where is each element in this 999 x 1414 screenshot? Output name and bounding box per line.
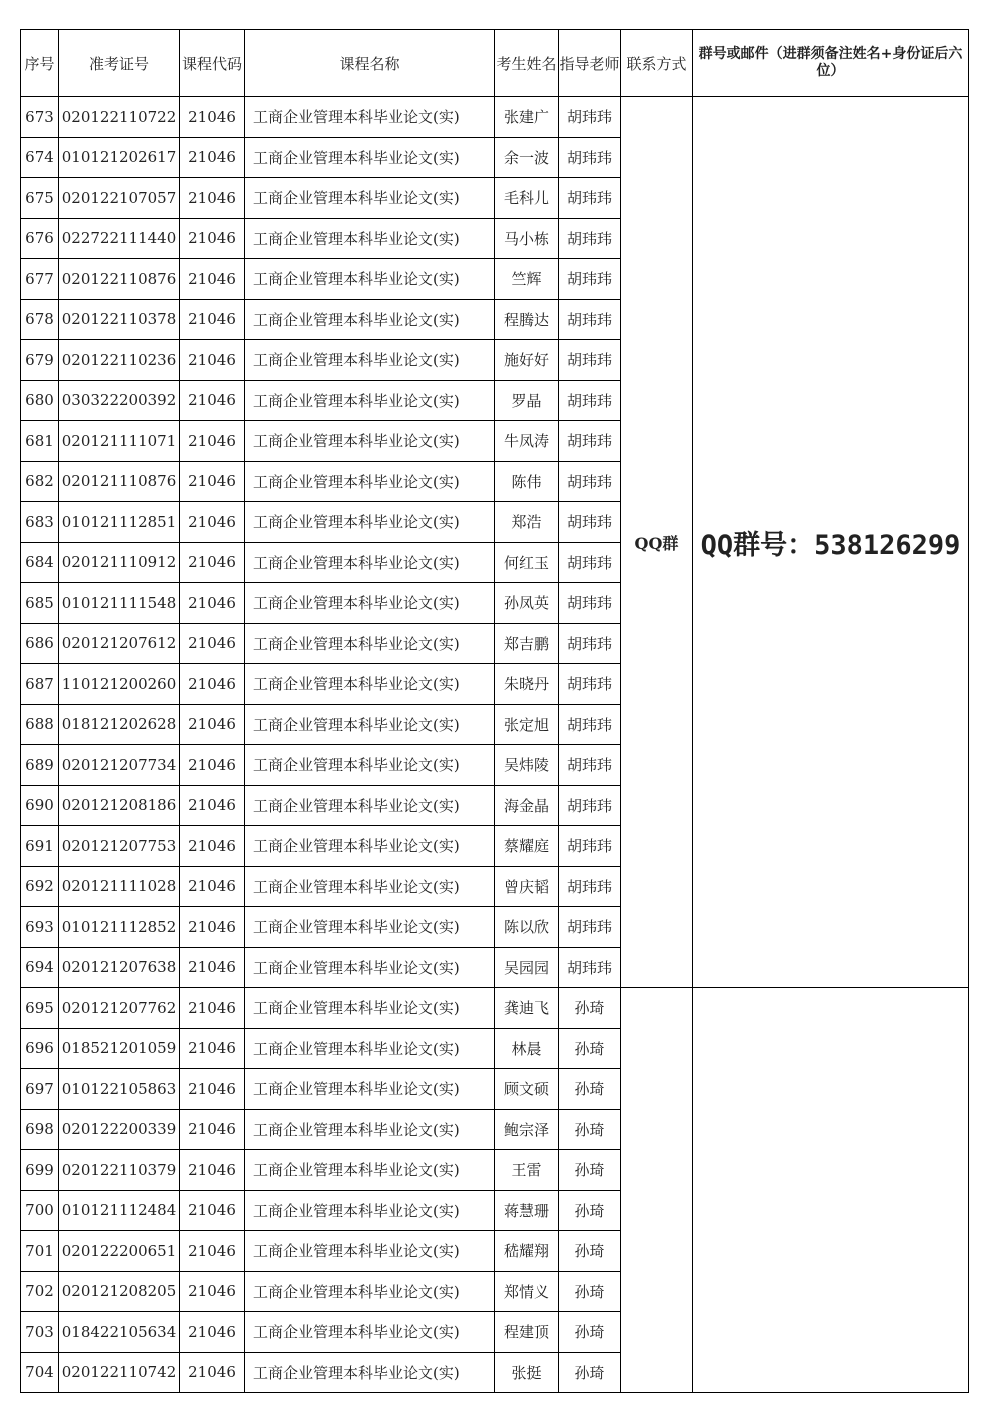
cell-student-name: 海金晶: [495, 785, 559, 826]
cell-exam-id: 010121202617: [59, 137, 180, 178]
cell-teacher: 胡玮玮: [559, 583, 621, 624]
cell-course-name: 工商企业管理本科毕业论文(实): [245, 218, 495, 259]
cell-course-code: 21046: [180, 947, 245, 988]
cell-course-code: 21046: [180, 178, 245, 219]
cell-course-name: 工商企业管理本科毕业论文(实): [245, 1312, 495, 1353]
cell-course-code: 21046: [180, 421, 245, 462]
cell-course-code: 21046: [180, 826, 245, 867]
cell-course-name: 工商企业管理本科毕业论文(实): [245, 623, 495, 664]
cell-exam-id: 022722111440: [59, 218, 180, 259]
cell-course-name: 工商企业管理本科毕业论文(实): [245, 1190, 495, 1231]
cell-exam-id: 020122110378: [59, 299, 180, 340]
cell-course-code: 21046: [180, 583, 245, 624]
cell-student-name: 郑情义: [495, 1271, 559, 1312]
header-exam-id: 准考证号: [59, 30, 180, 97]
cell-course-name: 工商企业管理本科毕业论文(实): [245, 947, 495, 988]
cell-seq: 689: [21, 745, 59, 786]
table-row: [21, 988, 969, 1029]
cell-teacher: 胡玮玮: [559, 259, 621, 300]
cell-course-code: 21046: [180, 1069, 245, 1110]
cell-teacher: 孙琦: [559, 1271, 621, 1312]
cell-course-name: 工商企业管理本科毕业论文(实): [245, 826, 495, 867]
cell-qq-group-number: [693, 988, 969, 1393]
cell-exam-id: 020122110722: [59, 97, 180, 138]
cell-course-code: 21046: [180, 907, 245, 948]
header-course-code: 课程代码: [180, 30, 245, 97]
cell-student-name: 张挺: [495, 1352, 559, 1393]
cell-exam-id: 020121207762: [59, 988, 180, 1029]
cell-course-code: 21046: [180, 623, 245, 664]
cell-student-name: 程建顶: [495, 1312, 559, 1353]
cell-teacher: 胡玮玮: [559, 97, 621, 138]
cell-teacher: 胡玮玮: [559, 866, 621, 907]
cell-seq: 702: [21, 1271, 59, 1312]
cell-exam-id: 020121207612: [59, 623, 180, 664]
cell-course-name: 工商企业管理本科毕业论文(实): [245, 1231, 495, 1272]
cell-student-name: 王雷: [495, 1150, 559, 1191]
cell-course-name: 工商企业管理本科毕业论文(实): [245, 1109, 495, 1150]
cell-teacher: 胡玮玮: [559, 421, 621, 462]
cell-seq: 691: [21, 826, 59, 867]
cell-exam-id: 020121207753: [59, 826, 180, 867]
cell-exam-id: 020121207638: [59, 947, 180, 988]
cell-student-name: 曾庆韬: [495, 866, 559, 907]
cell-teacher: 孙琦: [559, 988, 621, 1029]
cell-seq: 676: [21, 218, 59, 259]
header-student-name: 考生姓名: [495, 30, 559, 97]
cell-course-name: 工商企业管理本科毕业论文(实): [245, 542, 495, 583]
cell-seq: 681: [21, 421, 59, 462]
cell-teacher: 胡玮玮: [559, 218, 621, 259]
cell-exam-id: 020121111071: [59, 421, 180, 462]
cell-student-name: 陈以欣: [495, 907, 559, 948]
header-contact: 联系方式: [621, 30, 693, 97]
cell-exam-id: 020121208205: [59, 1271, 180, 1312]
cell-course-code: 21046: [180, 137, 245, 178]
cell-course-code: 21046: [180, 1352, 245, 1393]
cell-course-name: 工商企业管理本科毕业论文(实): [245, 1271, 495, 1312]
cell-student-name: 嵇耀翔: [495, 1231, 559, 1272]
cell-student-name: 张定旭: [495, 704, 559, 745]
header-row: [21, 30, 969, 97]
cell-course-name: 工商企业管理本科毕业论文(实): [245, 259, 495, 300]
cell-exam-id: 018521201059: [59, 1028, 180, 1069]
cell-student-name: 蔡耀庭: [495, 826, 559, 867]
header-seq: 序号: [21, 30, 59, 97]
cell-seq: 687: [21, 664, 59, 705]
cell-course-name: 工商企业管理本科毕业论文(实): [245, 340, 495, 381]
cell-course-name: 工商企业管理本科毕业论文(实): [245, 1150, 495, 1191]
cell-seq: 696: [21, 1028, 59, 1069]
cell-course-code: 21046: [180, 1190, 245, 1231]
cell-student-name: 蒋慧珊: [495, 1190, 559, 1231]
cell-course-name: 工商企业管理本科毕业论文(实): [245, 137, 495, 178]
cell-course-code: 21046: [180, 1271, 245, 1312]
cell-course-code: 21046: [180, 988, 245, 1029]
cell-exam-id: 020122110379: [59, 1150, 180, 1191]
cell-teacher: 胡玮玮: [559, 623, 621, 664]
cell-seq: 693: [21, 907, 59, 948]
cell-teacher: 胡玮玮: [559, 907, 621, 948]
cell-teacher: 孙琦: [559, 1231, 621, 1272]
cell-course-code: 21046: [180, 542, 245, 583]
cell-course-code: 21046: [180, 1231, 245, 1272]
cell-student-name: 陈伟: [495, 461, 559, 502]
cell-exam-id: 018422105634: [59, 1312, 180, 1353]
cell-course-code: 21046: [180, 664, 245, 705]
cell-teacher: 孙琦: [559, 1312, 621, 1353]
cell-exam-id: 010121112852: [59, 907, 180, 948]
cell-student-name: 牛凤涛: [495, 421, 559, 462]
cell-student-name: 吴炜陵: [495, 745, 559, 786]
cell-course-code: 21046: [180, 1312, 245, 1353]
cell-exam-id: 020122200651: [59, 1231, 180, 1272]
cell-course-name: 工商企业管理本科毕业论文(实): [245, 664, 495, 705]
cell-seq: 682: [21, 461, 59, 502]
cell-qq-group-number: QQ群号：538126299: [693, 97, 969, 988]
cell-student-name: 鲍宗泽: [495, 1109, 559, 1150]
cell-seq: 686: [21, 623, 59, 664]
cell-course-name: 工商企业管理本科毕业论文(实): [245, 1352, 495, 1393]
cell-student-name: 何红玉: [495, 542, 559, 583]
cell-seq: 695: [21, 988, 59, 1029]
cell-exam-id: 110121200260: [59, 664, 180, 705]
cell-teacher: 胡玮玮: [559, 380, 621, 421]
cell-teacher: 胡玮玮: [559, 745, 621, 786]
header-group: 群号或邮件（进群须备注姓名+身份证后六位）: [693, 30, 969, 97]
cell-teacher: 胡玮玮: [559, 785, 621, 826]
cell-student-name: 余一波: [495, 137, 559, 178]
cell-teacher: 孙琦: [559, 1109, 621, 1150]
cell-teacher: 孙琦: [559, 1069, 621, 1110]
cell-exam-id: 010121112851: [59, 502, 180, 543]
cell-student-name: 马小栋: [495, 218, 559, 259]
cell-course-code: 21046: [180, 259, 245, 300]
cell-student-name: 顾文硕: [495, 1069, 559, 1110]
cell-student-name: 毛科儿: [495, 178, 559, 219]
cell-seq: 675: [21, 178, 59, 219]
student-roster-table: [20, 29, 969, 1393]
cell-course-code: 21046: [180, 745, 245, 786]
cell-student-name: 郑浩: [495, 502, 559, 543]
cell-course-code: 21046: [180, 704, 245, 745]
cell-course-code: 21046: [180, 502, 245, 543]
cell-exam-id: 020122110876: [59, 259, 180, 300]
roster-body: [21, 97, 969, 1393]
cell-seq: 698: [21, 1109, 59, 1150]
cell-teacher: 孙琦: [559, 1150, 621, 1191]
cell-seq: 694: [21, 947, 59, 988]
cell-student-name: 施好好: [495, 340, 559, 381]
cell-exam-id: 020121208186: [59, 785, 180, 826]
header-course-name: 课程名称: [245, 30, 495, 97]
cell-seq: 677: [21, 259, 59, 300]
cell-course-name: 工商企业管理本科毕业论文(实): [245, 704, 495, 745]
cell-seq: 690: [21, 785, 59, 826]
cell-student-name: 罗晶: [495, 380, 559, 421]
cell-course-code: 21046: [180, 380, 245, 421]
cell-exam-id: 010122105863: [59, 1069, 180, 1110]
cell-teacher: 胡玮玮: [559, 826, 621, 867]
cell-teacher: 胡玮玮: [559, 542, 621, 583]
cell-exam-id: 010121112484: [59, 1190, 180, 1231]
cell-seq: 680: [21, 380, 59, 421]
cell-course-name: 工商企业管理本科毕业论文(实): [245, 380, 495, 421]
cell-student-name: 龚迪飞: [495, 988, 559, 1029]
cell-course-code: 21046: [180, 97, 245, 138]
cell-seq: 683: [21, 502, 59, 543]
cell-teacher: 胡玮玮: [559, 178, 621, 219]
cell-course-name: 工商企业管理本科毕业论文(实): [245, 866, 495, 907]
cell-course-name: 工商企业管理本科毕业论文(实): [245, 785, 495, 826]
cell-course-code: 21046: [180, 1109, 245, 1150]
cell-course-name: 工商企业管理本科毕业论文(实): [245, 988, 495, 1029]
cell-course-name: 工商企业管理本科毕业论文(实): [245, 299, 495, 340]
cell-exam-id: 020122200339: [59, 1109, 180, 1150]
cell-exam-id: 020121110912: [59, 542, 180, 583]
cell-teacher: 胡玮玮: [559, 137, 621, 178]
cell-exam-id: 020121207734: [59, 745, 180, 786]
cell-seq: 674: [21, 137, 59, 178]
cell-course-code: 21046: [180, 866, 245, 907]
cell-student-name: 林晨: [495, 1028, 559, 1069]
cell-teacher: 胡玮玮: [559, 502, 621, 543]
cell-course-code: 21046: [180, 299, 245, 340]
cell-seq: 679: [21, 340, 59, 381]
cell-course-name: 工商企业管理本科毕业论文(实): [245, 1069, 495, 1110]
cell-seq: 701: [21, 1231, 59, 1272]
cell-course-name: 工商企业管理本科毕业论文(实): [245, 461, 495, 502]
cell-seq: 704: [21, 1352, 59, 1393]
cell-seq: 697: [21, 1069, 59, 1110]
cell-student-name: 张建广: [495, 97, 559, 138]
cell-teacher: 孙琦: [559, 1352, 621, 1393]
cell-seq: 673: [21, 97, 59, 138]
cell-course-name: 工商企业管理本科毕业论文(实): [245, 1028, 495, 1069]
cell-student-name: 程腾达: [495, 299, 559, 340]
cell-student-name: 郑吉鹏: [495, 623, 559, 664]
cell-teacher: 胡玮玮: [559, 461, 621, 502]
cell-student-name: 朱晓丹: [495, 664, 559, 705]
cell-course-code: 21046: [180, 785, 245, 826]
cell-seq: 688: [21, 704, 59, 745]
table-row: [21, 97, 969, 138]
cell-exam-id: 020121110876: [59, 461, 180, 502]
cell-teacher: 胡玮玮: [559, 947, 621, 988]
cell-teacher: 胡玮玮: [559, 340, 621, 381]
cell-teacher: 孙琦: [559, 1190, 621, 1231]
cell-exam-id: 010121111548: [59, 583, 180, 624]
cell-exam-id: 020122107057: [59, 178, 180, 219]
header-teacher: 指导老师: [559, 30, 621, 97]
cell-contact-method: [621, 988, 693, 1393]
cell-exam-id: 020122110742: [59, 1352, 180, 1393]
cell-course-code: 21046: [180, 1028, 245, 1069]
cell-course-name: 工商企业管理本科毕业论文(实): [245, 421, 495, 462]
cell-course-name: 工商企业管理本科毕业论文(实): [245, 907, 495, 948]
cell-course-code: 21046: [180, 218, 245, 259]
cell-contact-method: QQ群: [621, 97, 693, 988]
cell-exam-id: 018121202628: [59, 704, 180, 745]
cell-course-name: 工商企业管理本科毕业论文(实): [245, 178, 495, 219]
cell-course-code: 21046: [180, 1150, 245, 1191]
cell-seq: 700: [21, 1190, 59, 1231]
cell-student-name: 孙凤英: [495, 583, 559, 624]
cell-student-name: 竺辉: [495, 259, 559, 300]
cell-exam-id: 020121111028: [59, 866, 180, 907]
cell-seq: 685: [21, 583, 59, 624]
cell-course-code: 21046: [180, 461, 245, 502]
cell-teacher: 孙琦: [559, 1028, 621, 1069]
cell-seq: 678: [21, 299, 59, 340]
cell-course-name: 工商企业管理本科毕业论文(实): [245, 745, 495, 786]
cell-course-name: 工商企业管理本科毕业论文(实): [245, 97, 495, 138]
cell-course-code: 21046: [180, 340, 245, 381]
cell-seq: 703: [21, 1312, 59, 1353]
cell-seq: 699: [21, 1150, 59, 1191]
cell-exam-id: 030322200392: [59, 380, 180, 421]
cell-teacher: 胡玮玮: [559, 664, 621, 705]
cell-seq: 692: [21, 866, 59, 907]
cell-teacher: 胡玮玮: [559, 704, 621, 745]
cell-student-name: 吴园园: [495, 947, 559, 988]
cell-seq: 684: [21, 542, 59, 583]
cell-exam-id: 020122110236: [59, 340, 180, 381]
cell-course-name: 工商企业管理本科毕业论文(实): [245, 502, 495, 543]
cell-teacher: 胡玮玮: [559, 299, 621, 340]
cell-course-name: 工商企业管理本科毕业论文(实): [245, 583, 495, 624]
